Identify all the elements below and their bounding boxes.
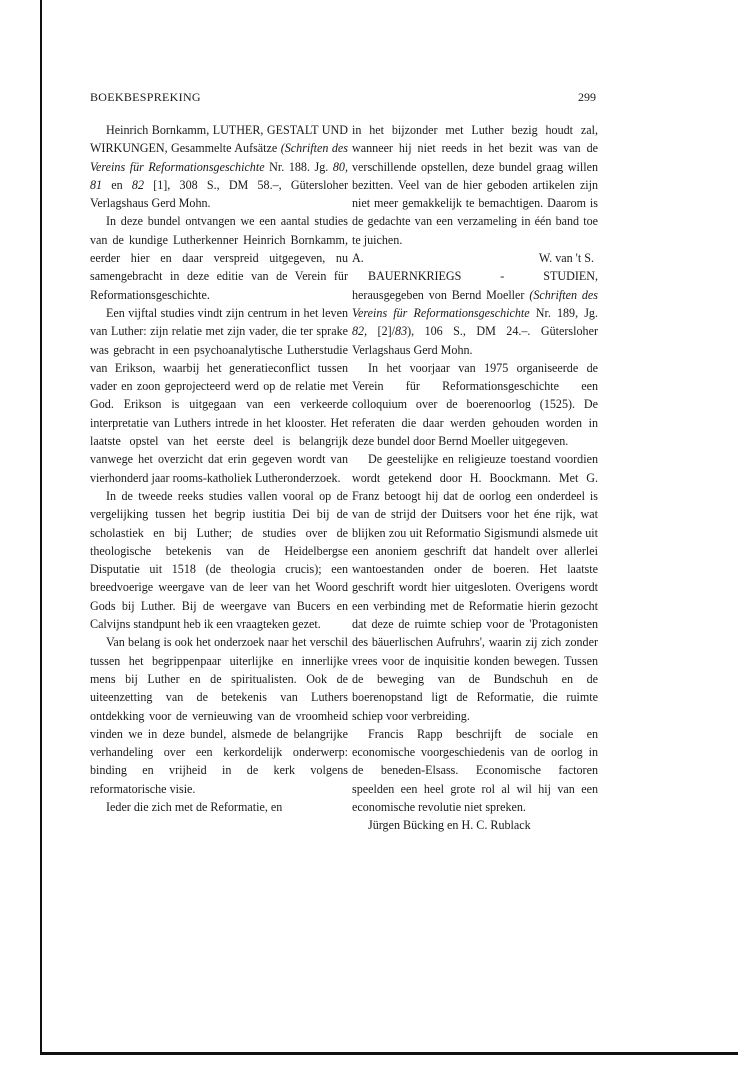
paragraph: Jürgen Bücking en H. C. Rublack — [368, 818, 531, 833]
paragraph-continuation: in het bijzonder met Luther bezig houdt zal, wanneer hij niet reeds in het bezit was van de verschillende opstellen, deze bundel graag willen bezitten. Veel van de hier geboden artikelen zijn niet meer gemakkelijk te bemachtigen. Daarom is de gedachte van een verzameling in één band toe te juichen. — [352, 123, 598, 247]
paragraph: In deze bundel ontvangen we een aantal studies van de kundige Lutherkenner Heinrich Bornkamm, eerder hier en daar verspreid uitgegeven, nu samengebracht in deze editie van de Verein für Reformationsgeschichte. — [90, 214, 348, 302]
paragraph: Van belang is ook het onderzoek naar het verschil tussen het begrippenpaar uiterlijke en innerlijke mens bij Luther en de spiritualisten. Ook de uiteenzetting van de betekenis van Luthers ontdekking voor de vernieuwing van de vroomheid vinden we in deze bundel, alsmede de belangrijke verhandeling over een kerkordelijk onderwerp: binding en vrijheid in de kerk volgens reformatorische visie. — [90, 635, 348, 796]
paragraph: Ieder die zich met de Reformatie, en — [106, 799, 283, 814]
left-column — [90, 121, 348, 816]
running-header: BOEKBESPREKING — [90, 90, 201, 104]
review-signature — [352, 249, 598, 267]
biblio-entry-1: Heinrich Bornkamm, LUTHER, GESTALT UND WIRKUNGEN, Gesammelte Aufsätze (Schriften des Vereins für Reformationsgeschichte Nr. 188. Jg. 80, 81 en 82 [1], 308 S., DM 58.–, Gütersloher Verlagshaus Gerd Mohn. — [90, 123, 349, 211]
paragraph: Francis Rapp beschrijft de sociale en economische voorgeschiedenis van de oorlog in de beneden-Elsass. Economische factoren speelden een heel grote rol al wil hij van een economische revolutie niet spreken. — [352, 726, 598, 814]
right-column — [352, 121, 598, 835]
scan-edge-left — [40, 0, 42, 1055]
paragraph: In de tweede reeks studies vallen vooral op de vergelijking tussen het begrip iustitia Dei bij de scholastiek en bij Luther; de studies over de theologische betekenis van de Heidelbergse Disputatie uit 1518 (de theologia crucis); een breedvoerige weergave van de leer van het Woord Gods bij Luther. Bij de weergave van Bucers en Calvijns standpunt heb ik een vraagteken gezet. — [90, 488, 348, 632]
paragraph: De geestelijke en religieuze toestand voordien wordt getekend door H. Boockmann. Met G. Franz betoogt hij dat de oorlog een onderdeel is van de strijd der Duitsers voor het éne rijk, wat blijken zou uit Reformatio Sigismundi alsmede uit een anoniem geschrift dat handelt over allerlei wantoestanden onder de boeren. Het laatste geschrift wordt hier uitgesloten. Overigens wordt een verbinding met de Reformatie hierin gezocht dat deze de ruimte schiep voor de 'Protagonisten des bäuerlischen Aufruhrs', waarin zij zich zonder vrees voor de inquisitie konden bewegen. Tussen de beweging van de Bundschuh en de boerenopstand ligt de Reformatie, die ruimte schiep voor verbreiding. — [352, 452, 598, 723]
paragraph: In het voorjaar van 1975 organiseerde de Verein für Reformationsgeschichte een colloquium over de boerenoorlog (1525). De referaten die daar werden gehouden worden in deze bundel door Bernd Moeller uitgegeven. — [352, 360, 598, 449]
scan-edge-bottom — [40, 1052, 738, 1055]
biblio-entry-2: BAUERNKRIEGS - STUDIEN, herausgegeben von Bernd Moeller (Schriften des Vereins für Reformationsgeschichte Nr. 189, Jg. 82, [2]/83), 106 S., DM 24.–. Gütersloher Verlagshaus Gerd Mohn. — [352, 269, 598, 357]
signature-initial: A. — [352, 251, 364, 266]
paragraph: Een vijftal studies vindt zijn centrum in het leven van Luther: zijn relatie met zijn vader, die ter sprake was gebracht in een psychoanalytische Lutherstudie van Erikson, waarbij het generatieconflict tussen vader en zoon geprojecteerd werd op de relatie met God. Erikson is uitgegaan van een verkeerde interpretatie van Luthers intrede in het klooster. Het laatste opstel van het eerste deel is belangrijk vanwege het overzicht dat erin gegeven wordt van vierhonderd jaar rooms-katholiek Lutheronderzoek. — [90, 305, 348, 485]
signature-author: W. van 't S. — [538, 251, 594, 266]
page-number: 299 — [578, 90, 596, 104]
